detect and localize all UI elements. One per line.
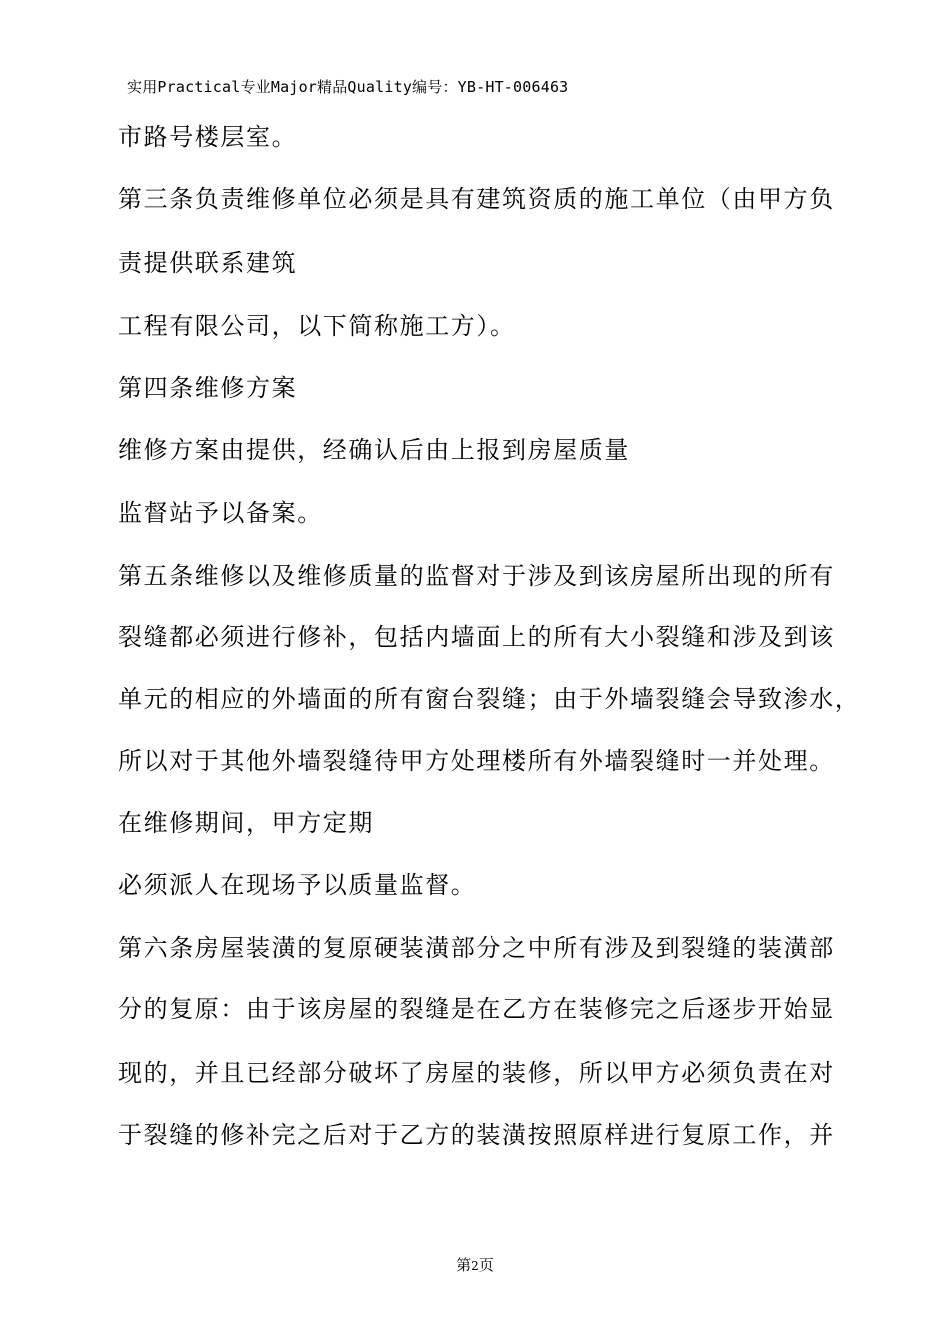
body-line-9: 裂缝都必须进行修补，包括内墙面上的所有大小裂缝和涉及到该 [118,623,835,651]
page-number: 2 [471,1259,479,1273]
page-footer [0,1254,950,1275]
footer-suffix: 页 [478,1256,494,1274]
body-line-2: 第三条负责维修单位必须是具有建筑资质的施工单位（由甲方负 [118,185,835,213]
body-line-17: 于裂缝的修补完之后对于乙方的装潢按照原样进行复原工作，并 [118,1121,835,1149]
body-line-8: 第五条维修以及维修质量的监督对于涉及到该房屋所出现的所有 [118,562,835,590]
body-line-12: 在维修期间，甲方定期 [118,809,374,837]
body-line-5: 第四条维修方案 [118,374,298,402]
body-line-10: 单元的相应的外墙面的所有窗台裂缝；由于外墙裂缝会导致渗水， [118,685,861,713]
body-line-6: 维修方案由提供，经确认后由上报到房屋质量 [118,436,630,464]
body-line-11: 所以对于其他外墙裂缝待甲方处理楼所有外墙裂缝时一并处理。 [118,747,835,775]
footer-prefix: 第 [456,1256,472,1274]
body-line-1: 市路号楼层室。 [118,123,298,151]
body-line-15: 分的复原：由于该房屋的裂缝是在乙方在装修完之后逐步开始显 [118,995,835,1023]
body-line-13: 必须派人在现场予以质量监督。 [118,871,477,899]
body-line-7: 监督站予以备案。 [118,499,323,527]
document-header: 实用Practical专业Major精品Quality编号：YB-HT-006463 [127,78,569,96]
body-line-3: 责提供联系建筑 [118,249,298,277]
body-line-14: 第六条房屋装潢的复原硬装潢部分之中所有涉及到裂缝的装潢部 [118,934,835,962]
body-line-4: 工程有限公司，以下简称施工方）。 [118,312,516,340]
body-line-16: 现的，并且已经部分破坏了房屋的装修，所以甲方必须负责在对 [118,1059,835,1087]
